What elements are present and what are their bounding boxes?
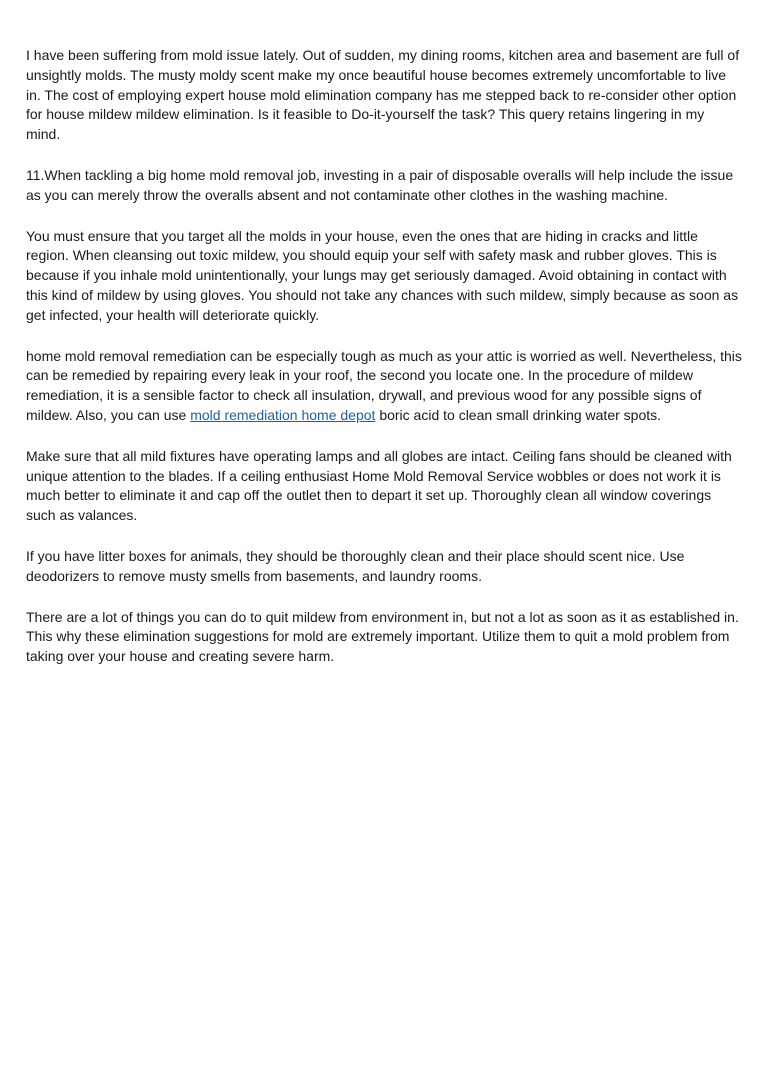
paragraph-conclusion: There are a lot of things you can do to quit mildew from environment in, but not a lot as soon as it as established in. This why these elimination suggestions for mold are extremely important. Utilize them to quit a mold problem from taking over your house and creating severe harm. (26, 608, 739, 665)
paragraph-attic-text-before: home mold removal remediation can be especially tough as much as your attic is worried as well. Nevertheless, this can be remedied by repairing every leak in your roof, the second you locate one. In the procedure of mildew remediation, it is a sensible factor to check all insulation, drywall, and previous wood for any possible signs of mildew. Also, you can use (26, 347, 742, 423)
paragraph-litter-boxes: If you have litter boxes for animals, they should be thoroughly clean and their place should scent nice. Use deodorizers to remove musty smells from basements, and laundry rooms. (26, 547, 685, 584)
paragraph-intro: I have been suffering from mold issue lately. Out of sudden, my dining rooms, kitchen area and basement are full of unsightly molds. The musty moldy scent make my once beautiful house becomes extremely uncomfortable to live in. The cost of employing expert house mold elimination company has me stepped back to re-consider other option for house mildew mildew elimination. Is it feasible to Do-it-yourself the task? This query retains lingering in my mind. (26, 47, 740, 143)
article-body (26, 46, 742, 688)
paragraph-overalls-tip: 11.When tackling a big home mold removal job, investing in a pair of disposable overalls will help include the issue as you can merely throw the overalls absent and not contaminate other clothes in the washing machine. (26, 166, 734, 203)
paragraph-attic-text-after: boric acid to clean small drinking water spots. (375, 406, 662, 423)
paragraph-light-fixtures: Make sure that all mild fixtures have operating lamps and all globes are intact. Ceiling fans should be cleaned with unique attention to the blades. If a ceiling enthusiast Home Mold Removal Service wobbles or does not work it is much better to eliminate it and cap off the outlet then to depart it set up. Thoroughly clean all window coverings such as valances. (26, 447, 732, 524)
paragraph-target-molds: You must ensure that you target all the molds in your house, even the ones that are hiding in cracks and little region. When cleansing out toxic mildew, you should equip your self with safety mask and rubber gloves. This is because if you inhale mold unintentionally, your lungs may get seriously damaged. Avoid obtaining in contact with this kind of mildew by using gloves. You should not take any chances with such mildew, simply because as soon as get infected, your health will deteriorate quickly. (26, 227, 739, 323)
paragraph-attic-remediation (26, 347, 742, 426)
mold-remediation-link[interactable]: mold remediation home depot (190, 406, 376, 423)
